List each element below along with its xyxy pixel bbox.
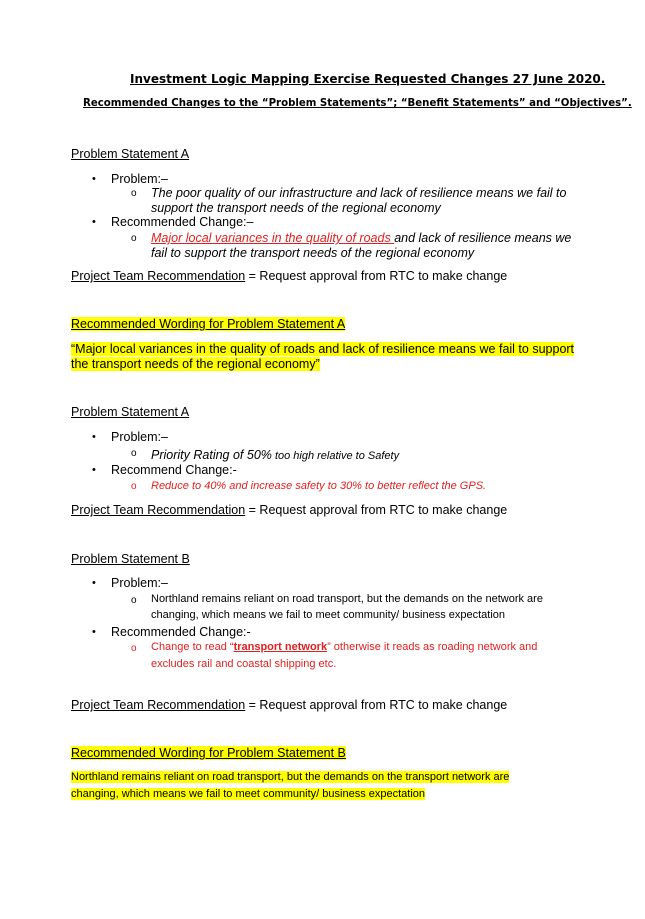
priority-rating: Priority Rating of 50% — [151, 448, 272, 462]
change-label: Recommended Change:– — [111, 215, 254, 229]
priority-rest: too high relative to Safety — [271, 450, 400, 462]
bullet-disc: • — [92, 216, 96, 228]
section-heading: Problem Statement B — [71, 552, 190, 566]
bullet-disc: • — [92, 577, 96, 589]
team-recommendation-text: = Request approval from RTC to make change — [245, 503, 508, 517]
recommended-wording-line1: Northland remains reliant on road transport, but the demands on the transport network are — [71, 771, 510, 783]
change-text-bold: transport network — [233, 641, 328, 653]
team-recommendation-label: Project Team Recommendation — [71, 503, 246, 517]
recommended-wording-heading: Recommended Wording for Problem Statement B — [71, 746, 346, 760]
document-subtitle: Recommended Changes to the “Problem Statements”; “Benefit Statements” and “Objectives”. — [83, 98, 632, 109]
change-text-rest: and lack of resilience means we — [394, 231, 572, 245]
problem-text-line2: changing, which means we fail to meet community/ business expectation — [151, 609, 506, 621]
change-label: Recommend Change:- — [111, 463, 237, 477]
bullet-disc: • — [92, 626, 96, 638]
section-heading: Problem Statement A — [71, 405, 190, 419]
bullet-disc: • — [92, 431, 96, 443]
problem-text-line2: support the transport needs of the regional economy — [151, 201, 441, 215]
change-text-red: Major local variances in the quality of roads — [151, 231, 395, 245]
team-recommendation — [71, 269, 507, 283]
change-text-line1: Change to read “transport network” otherwise it reads as roading network and — [151, 641, 538, 653]
change-label: Recommended Change:- — [111, 625, 251, 639]
team-recommendation-text: = Request approval from RTC to make change — [245, 269, 508, 283]
bullet-circle: o — [131, 448, 137, 459]
team-recommendation — [71, 503, 507, 517]
recommended-wording-line1: “Major local variances in the quality of roads and lack of resilience means we fail to support — [71, 342, 575, 356]
recommended-wording-heading: Recommended Wording for Problem Statement A — [71, 317, 346, 331]
priority-text — [151, 446, 399, 464]
bullet-disc: • — [92, 464, 96, 476]
team-recommendation-text: = Request approval from RTC to make change — [245, 698, 508, 712]
change-text: Reduce to 40% and increase safety to 30% to better reflect the GPS. — [151, 480, 487, 492]
problem-label: Problem:– — [111, 172, 168, 186]
recommended-wording-line2: the transport needs of the regional economy” — [71, 357, 320, 371]
problem-label: Problem:– — [111, 576, 168, 590]
team-recommendation — [71, 698, 507, 712]
section-heading: Problem Statement A — [71, 147, 190, 161]
team-recommendation-label: Project Team Recommendation — [71, 698, 246, 712]
problem-label: Problem:– — [111, 430, 168, 444]
bullet-circle: o — [131, 643, 137, 654]
bullet-disc: • — [92, 173, 96, 185]
document-title: Investment Logic Mapping Exercise Requested Changes 27 June 2020. — [130, 72, 606, 86]
bullet-circle: o — [131, 595, 137, 606]
team-recommendation-label: Project Team Recommendation — [71, 269, 246, 283]
problem-text-line1: The poor quality of our infrastructure and lack of resilience means we fail to — [151, 186, 567, 200]
change-text-line2: fail to support the transport needs of the regional economy — [151, 246, 475, 260]
bullet-circle: o — [131, 188, 137, 199]
bullet-circle: o — [131, 233, 137, 244]
recommended-wording-line2: changing, which means we fail to meet community/ business expectation — [71, 788, 426, 800]
problem-text-line1: Northland remains reliant on road transport, but the demands on the network are — [151, 593, 543, 605]
change-text-line1 — [151, 231, 571, 245]
bullet-circle: o — [131, 481, 137, 492]
change-text-line2: excludes rail and coastal shipping etc. — [151, 658, 337, 670]
